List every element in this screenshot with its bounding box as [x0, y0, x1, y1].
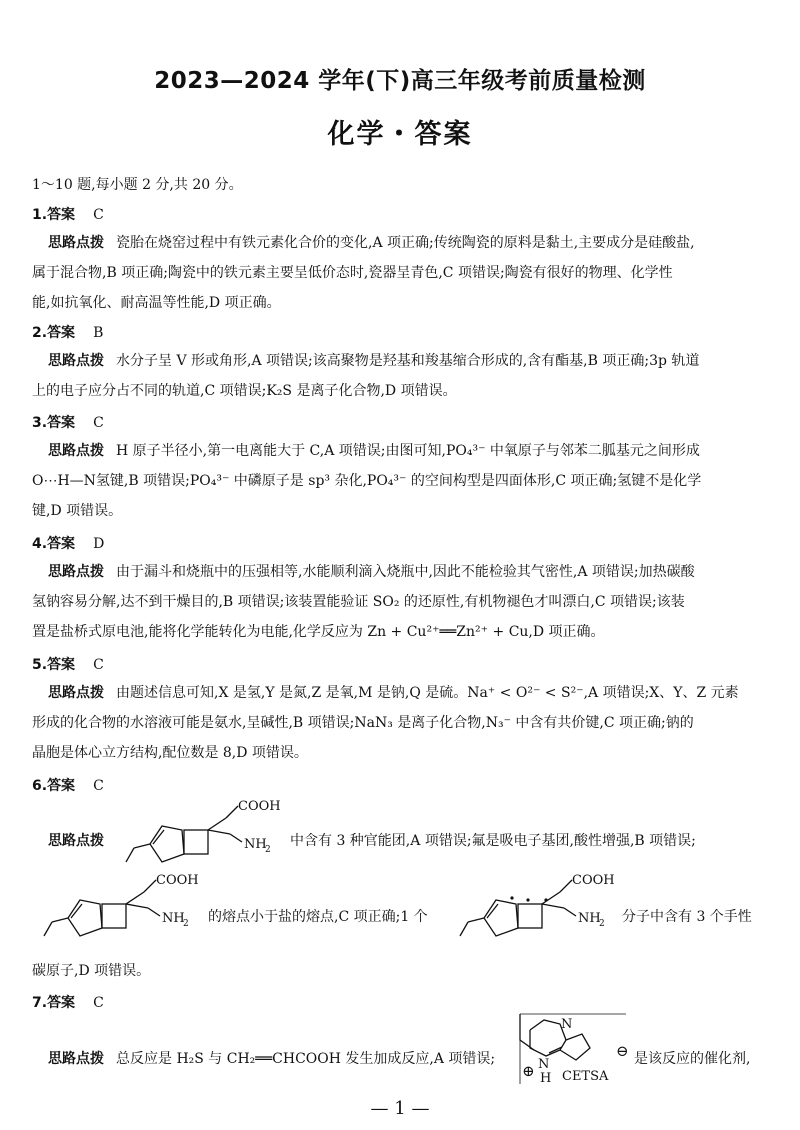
answer-letter: C	[93, 778, 104, 794]
hint-label: 思路点拨	[48, 443, 104, 459]
chiral-marker	[526, 898, 529, 901]
nh2-subscript: 2	[183, 919, 189, 929]
cooh-label: COOH	[572, 873, 615, 888]
question-5-answer	[32, 654, 104, 674]
answer-letter: C	[93, 415, 104, 431]
question-7-answer	[32, 992, 104, 1012]
hint-label: 思路点拨	[48, 685, 104, 701]
hint-label: 思路点拨	[48, 235, 104, 251]
question-number: 1.	[32, 207, 48, 223]
answer-label: 答案	[47, 778, 76, 794]
question-3-explanation	[32, 436, 766, 526]
positive-charge-icon: ⊕	[522, 1062, 535, 1080]
explanation-line: 瓷胎在烧窑过程中有铁元素化合价的变化,A 项正确;传统陶瓷的原料是黏土,主要成分是硅酸盐,	[116, 235, 695, 251]
cetsa-catalyst-structure	[516, 1010, 636, 1090]
explanation-line: 属于混合物,B 项正确;陶瓷中的铁元素主要呈低价态时,瓷器呈青色,C 项错误;陶瓷有很好的物理、化学性	[32, 265, 673, 281]
explanation-line: H 原子半径小,第一电离能大于 C,A 项错误;由图可知,PO₄³⁻ 中氧原子与邻苯二胍基元之间形成	[116, 443, 700, 459]
hint-label: 思路点拨	[48, 1051, 104, 1067]
question-2-explanation	[32, 346, 766, 406]
nh2-subscript: 2	[265, 845, 271, 855]
explanation-line: 形成的化合物的水溶液可能是氨水,呈碱性,B 项错误;NaN₃ 是离子化合物,N₃⁻ 中含有共价键,C 项正确;钠的	[32, 715, 694, 731]
page-subtitle: 化学・答案	[327, 119, 473, 150]
hint-label: 思路点拨	[48, 833, 104, 849]
explanation-line: 是该反应的催化剂,	[634, 1051, 751, 1067]
question-3-answer	[32, 412, 104, 432]
nitrogen-label: N	[561, 1017, 573, 1032]
nh2-label: NH	[244, 837, 267, 852]
explanation-line: 上的电子应分占不同的轨道,C 项错误;K₂S 是离子化合物,D 项错误。	[32, 383, 457, 399]
answer-letter: C	[93, 657, 104, 673]
cooh-label: COOH	[156, 873, 199, 888]
question-number: 7.	[32, 995, 48, 1011]
explanation-line: 总反应是 H₂S 与 CH₂══CHCOOH 发生加成反应,A 项错误;	[116, 1051, 496, 1067]
explanation-line: O⋯H—N氢键,B 项错误;PO₄³⁻ 中磷原子是 sp³ 杂化,PO₄³⁻ 的空间构型是四面体形,C 项正确;氢键不是化学	[32, 473, 702, 489]
question-4-answer	[32, 533, 104, 553]
negative-charge-icon: ⊖	[616, 1042, 629, 1060]
answer-label: 答案	[47, 657, 76, 673]
answer-label: 答案	[47, 415, 76, 431]
question-1-answer	[32, 204, 104, 224]
answer-label: 答案	[47, 536, 76, 552]
question-5-explanation	[32, 678, 766, 768]
question-2-answer	[32, 322, 103, 342]
answer-label: 答案	[47, 207, 76, 223]
question-7-explanation	[48, 1048, 495, 1068]
question-6-answer	[32, 775, 104, 795]
cooh-label: COOH	[238, 799, 281, 814]
question-number: 3.	[32, 415, 48, 431]
explanation-line: 晶胞是体心立方结构,配位数是 8,D 项错误。	[32, 745, 308, 761]
explanation-line: 置是盐桥式原电池,能将化学能转化为电能,化学反应为 Zn + Cu²⁺══Zn²⁺ + Cu,D 项正确。	[32, 624, 605, 640]
explanation-line: 的熔点小于盐的熔点,C 项正确;1 个	[208, 909, 428, 925]
page-number: — 1 —	[370, 1098, 430, 1119]
nh2-label: NH	[162, 911, 185, 926]
hydrogen-label: H	[540, 1071, 552, 1086]
nh2-subscript: 2	[599, 919, 605, 929]
page-title: 2023—2024 学年(下)高三年级考前质量检测	[154, 68, 646, 94]
hint-label: 思路点拨	[48, 353, 104, 369]
section-intro: 1～10 题,每小题 2 分,共 20 分。	[32, 177, 243, 193]
hint-label: 思路点拨	[48, 564, 104, 580]
explanation-line: 能,如抗氧化、耐高温等性能,D 项正确。	[32, 295, 281, 311]
answer-letter: D	[93, 536, 105, 552]
question-number: 2.	[32, 325, 48, 341]
chiral-marker	[544, 898, 547, 901]
answer-letter: C	[93, 995, 104, 1011]
answer-letter: C	[93, 207, 104, 223]
question-number: 6.	[32, 778, 48, 794]
catalyst-name: CETSA	[562, 1069, 609, 1084]
answer-letter: B	[93, 325, 104, 341]
explanation-line: 分子中含有 3 个手性	[622, 909, 752, 925]
chiral-marker	[510, 896, 513, 899]
question-1-explanation	[32, 228, 766, 318]
answer-label: 答案	[47, 325, 76, 341]
explanation-line: 由于漏斗和烧瓶中的压强相等,水能顺利滴入烧瓶中,因此不能检验其气密性,A 项错误;加热碳酸	[116, 564, 695, 580]
question-4-explanation	[32, 557, 766, 647]
bicyclic-amino-acid-structure-1	[122, 796, 292, 876]
answer-label: 答案	[47, 995, 76, 1011]
explanation-line: 键,D 项错误。	[32, 503, 123, 519]
explanation-line: 由题述信息可知,X 是氢,Y 是氮,Z 是氧,M 是钠,Q 是硫。Na⁺ < O²⁻ < S²⁻,A 项错误;X、Y、Z 元素	[116, 685, 739, 701]
nitrogen-label: N	[538, 1057, 550, 1072]
chiral-amino-acid-structure	[456, 870, 626, 950]
explanation-line: 碳原子,D 项错误。	[32, 963, 151, 979]
explanation-line: 氢钠容易分解,达不到干燥目的,B 项错误;该装置能验证 SO₂ 的还原性,有机物褪色才叫漂白,C 项错误;该装	[32, 594, 685, 610]
bicyclic-amino-acid-structure-2	[40, 870, 210, 950]
explanation-line: 水分子呈 V 形或角形,A 项错误;该高聚物是羟基和羧基缩合形成的,含有酯基,B 项正确;3p 轨道	[116, 353, 700, 369]
explanation-line: 中含有 3 种官能团,A 项错误;氟是吸电子基团,酸性增强,B 项错误;	[290, 833, 696, 849]
nh2-label: NH	[578, 911, 601, 926]
question-number: 5.	[32, 657, 48, 673]
question-number: 4.	[32, 536, 48, 552]
